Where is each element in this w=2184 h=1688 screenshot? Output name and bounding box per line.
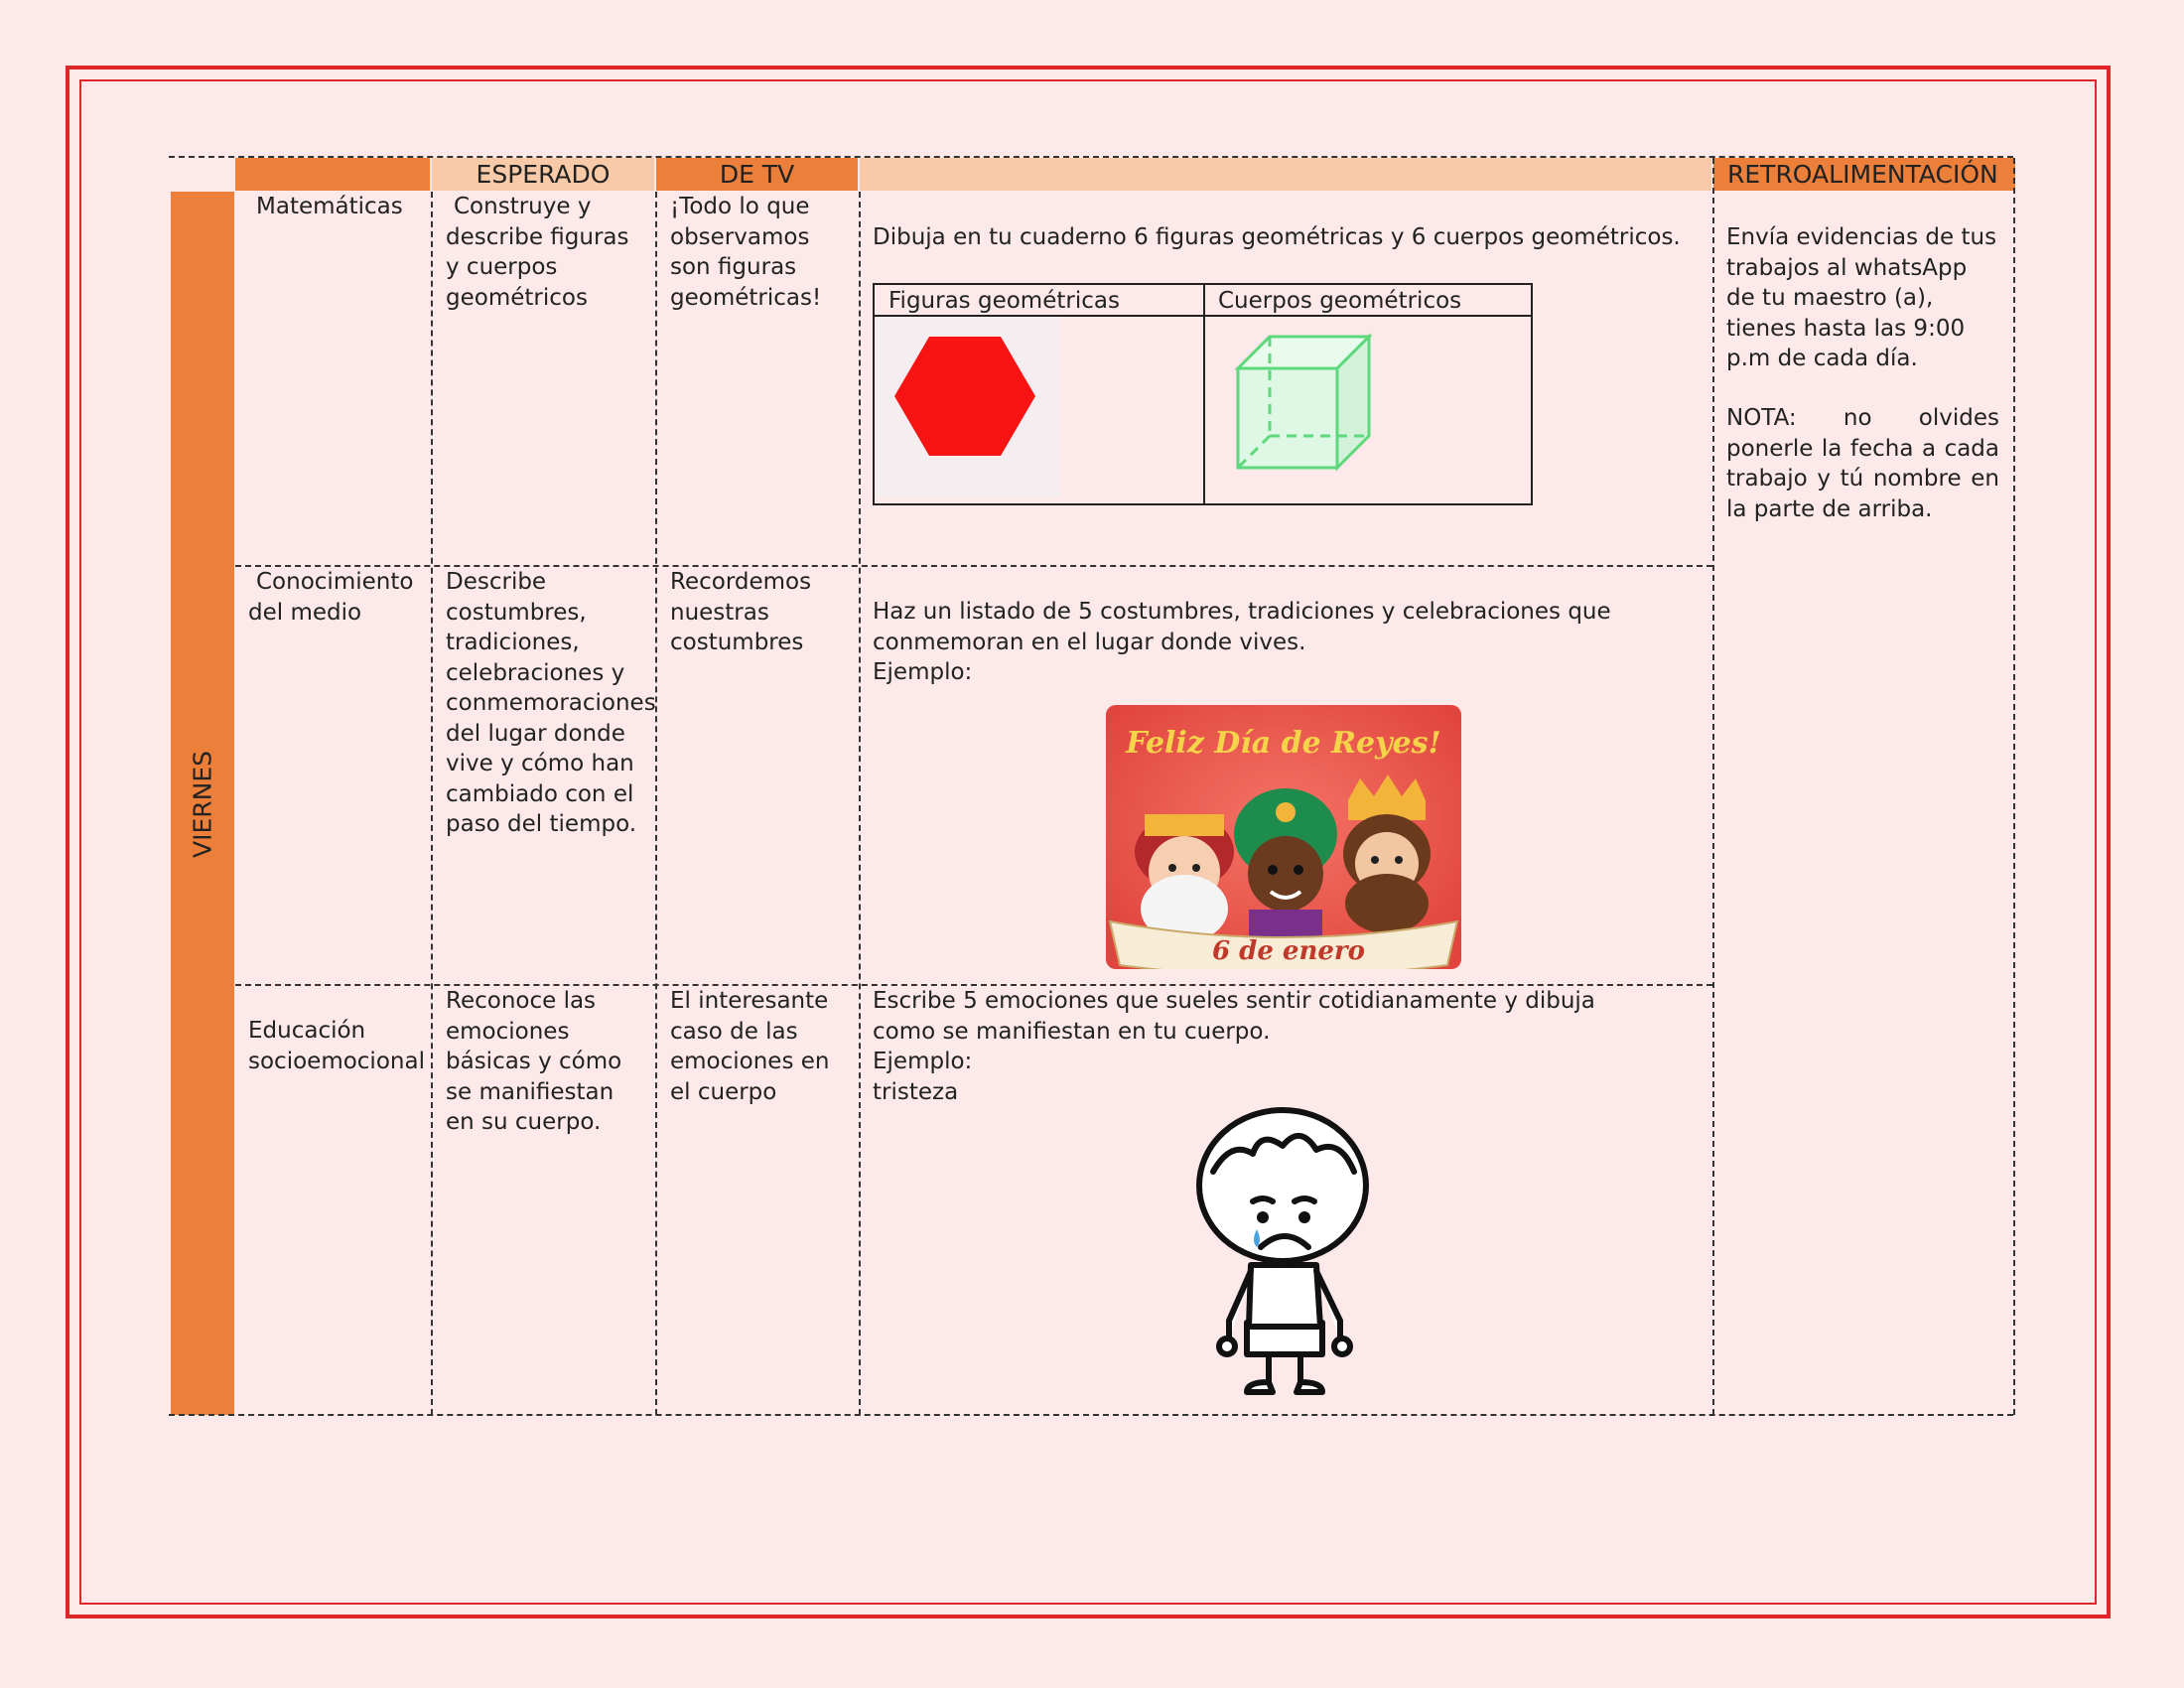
tv-row-2: Recordemos nuestras costumbres xyxy=(670,569,812,655)
subject-matematicas: Matemáticas xyxy=(256,194,403,219)
header-retroalimentacion: RETROALIMENTACIÓN xyxy=(1713,158,2015,191)
figures-table-col-cuerpos: Cuerpos geométricos xyxy=(1218,288,1462,314)
hexagon-icon xyxy=(877,317,1059,497)
esperado-row-1: Construye y describe figuras y cuerpos geométricos xyxy=(446,194,629,311)
day-label: VIERNES xyxy=(188,750,217,859)
reyes-date: 6 de enero xyxy=(1212,936,1365,966)
tv-row-3: El interesante caso de las emociones en el cuerpo xyxy=(670,988,830,1105)
reyes-image xyxy=(1100,705,1467,969)
hexagon-panel xyxy=(877,317,1059,497)
table-bottom-border xyxy=(169,1414,2013,1416)
example-value-row-3: tristeza xyxy=(873,1079,959,1105)
subject-educacion: Educación socioemocional xyxy=(248,1018,425,1074)
example-label-row-3: Ejemplo: xyxy=(873,1049,973,1074)
cube-panel xyxy=(1234,333,1373,472)
figures-table xyxy=(873,283,1533,505)
col-divider-4 xyxy=(1712,158,1714,1415)
header-activity xyxy=(860,158,1711,191)
activity-row-2: Haz un listado de 5 costumbres, tradiciones y celebraciones que conmemoran en el lugar donde vives. xyxy=(873,599,1611,655)
col-divider-2 xyxy=(655,192,657,1415)
esperado-row-3: Reconoce las emociones básicas y cómo se manifiestan en su cuerpo. xyxy=(446,988,622,1135)
header-esperado: ESPERADO xyxy=(432,158,654,191)
header-de-tv: DE TV xyxy=(656,158,858,191)
subject-conocimiento: Conocimiento del medio xyxy=(248,569,414,626)
activity-row-3: Escribe 5 emociones que sueles sentir cotidianamente y dibuja como se manifiestan en tu cuerpo. xyxy=(873,988,1595,1045)
sad-boy-icon xyxy=(1191,1102,1378,1406)
feedback-text: Envía evidencias de tus trabajos al whatsApp de tu maestro (a), tienes hasta las 9:00 p.m de cada día. xyxy=(1726,224,1997,371)
figures-table-divider xyxy=(1203,285,1205,503)
tv-row-1: ¡Todo lo que observamos son figuras geométricas! xyxy=(670,194,822,311)
table-right-border xyxy=(2013,158,2015,1415)
cube-icon xyxy=(1234,333,1373,472)
reyes-title: Feliz Día de Reyes! xyxy=(1126,726,1441,761)
example-label-row-2: Ejemplo: xyxy=(873,659,973,685)
activity-row-1: Dibuja en tu cuaderno 6 figuras geométricas y 6 cuerpos geométricos. xyxy=(873,224,1681,250)
esperado-row-2: Describe costumbres, tradiciones, celebraciones y conmemoraciones del lugar donde vive y cómo han cambiado con el paso del tiempo. xyxy=(446,569,656,837)
col-divider-1 xyxy=(431,192,433,1415)
figures-table-col-figuras: Figuras geométricas xyxy=(888,288,1120,314)
col-divider-3 xyxy=(859,192,861,1415)
header-cell-blank xyxy=(235,158,430,191)
feedback-note: NOTA: no olvides ponerle la fecha a cada trabajo y tú nombre en la parte de arriba. xyxy=(1726,405,1999,522)
